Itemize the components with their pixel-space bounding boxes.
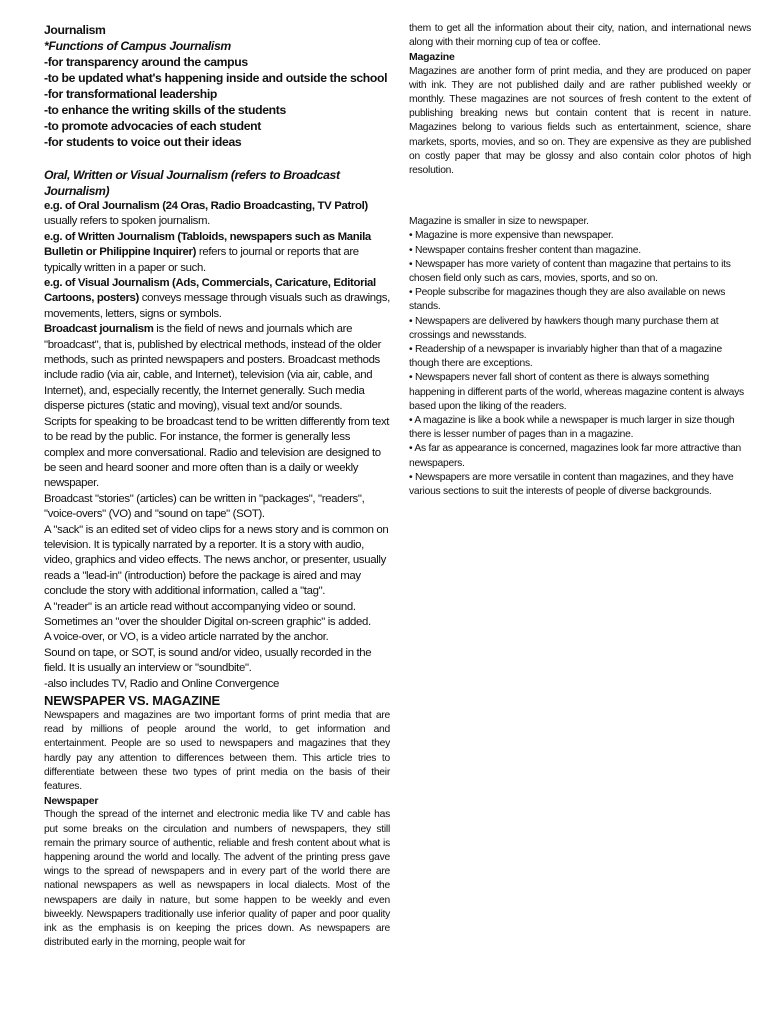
scripts-paragraph: Scripts for speaking to be broadcast tend to be written differently from text to be read by the public. For instance, the former is generally less complex and more conversational. Radio and television are designed to be seen and heard sooner and more often than is a daily or weekly newspaper.: [44, 415, 390, 490]
function-item: -for transformational leadership: [44, 87, 217, 101]
comparison-list: [409, 229, 751, 499]
journalism-heading: Journalism: [44, 23, 106, 37]
list-item: • Newspapers are delivered by hawkers though many purchase them at crossings and newsstands.: [409, 315, 719, 341]
newspaper-continuation-paragraph: them to get all the information about their city, nation, and international news along with their morning cup of tea or coffee.: [409, 23, 751, 49]
function-item: -to be updated what's happening inside and outside the school: [44, 71, 388, 85]
convergence-paragraph: -also includes TV, Radio and Online Convergence: [44, 677, 279, 690]
newspaper-paragraph: Though the spread of the internet and electronic media like TV and cable has put some breaks on the circulation and numbers of newspapers, they still remain the primary source of authentic, reliable and fresh content about what is happening around the world and locally. The advent of the printing press gave wings to the spread of newspapers and in every part of the world there are national newspapers as well as newspapers in local dialects. Most of the newspapers are daily in nature, but some happen to be weekly and even biweekly. Newspapers traditionally use inferior quality of paper and poor quality ink as the emphasis is on keeping the prices down. As newspapers are distributed early in the morning, people wait for: [44, 809, 390, 949]
oral-journalism-paragraph: [44, 199, 390, 230]
list-item: • People subscribe for magazines though they are also available on news stands.: [409, 287, 726, 313]
spacer: [44, 150, 390, 167]
oral-journalism-text: usually refers to spoken journalism.: [44, 215, 210, 228]
reader-paragraph: A "reader" is an article read without accompanying video or sound. Sometimes an "over the shoulder Digital on-screen graphic" is added.: [44, 600, 371, 628]
oral-journalism-lead: e.g. of Oral Journalism (24 Oras, Radio Broadcasting, TV Patrol): [44, 200, 368, 212]
function-item: -for students to voice out their ideas: [44, 135, 242, 149]
written-journalism-lead: e.g. of Written Journalism (Tabloids, newspapers such as Manila Bulletin or Philippine Inquirer): [44, 230, 371, 259]
sack-paragraph: A "sack" is an edited set of video clips for a news story and is common on television. It is typically narrated by a reporter. It is a story with audio, video, graphics and video effects. The news anchor, or presenter, usually reads a "lead-in" (introduction) before the package is aired and may conclude the story with additional information, called a "tag".: [44, 523, 389, 598]
stories-paragraph: Broadcast "stories" (articles) can be written in "packages", "readers", "voice-overs" (VO) and "sound on tape" (SOT).: [44, 492, 365, 521]
broadcast-journalism-text: is the field of news and journals which are "broadcast", that is, published by electrical methods, instead of the older methods, such as printed newspapers and posters. Broadcast methods include radio (via air, cable, and Internet), television (via air, cable, and Internet), and, especially recently, the Internet generally. Such media disperse pictures (static and moving), visual text and/or sounds.: [44, 323, 382, 413]
visual-journalism-paragraph: [44, 276, 390, 322]
sot-paragraph: Sound on tape, or SOT, is sound and/or video, usually recorded in the field. It is usually an interview or "soundbite".: [44, 646, 372, 675]
list-item: • Newspaper contains fresher content than magazine.: [409, 244, 641, 256]
list-item: • As far as appearance is concerned, magazines look far more attractive than newspapers.: [409, 443, 742, 469]
broadcast-journalism-lead: Broadcast journalism: [44, 323, 154, 336]
nvm-intro-paragraph: Newspapers and magazines are two important forms of print media that are read by millions of people around the world, to get information and entertainment. People are so used to newspapers and magazines that they hardly pay any attention to differences between them. This article tries to differentiate between these two types of print media on the basis of their features.: [44, 710, 390, 793]
voiceover-paragraph: A voice-over, or VO, is a video article narrated by the anchor.: [44, 631, 329, 644]
right-column: [409, 22, 751, 499]
broadcast-journalism-paragraph: [44, 322, 390, 414]
list-item: • Magazine is more expensive than newspaper.: [409, 230, 614, 242]
journalism-types-heading: Oral, Written or Visual Journalism (refers to Broadcast Journalism): [44, 168, 340, 198]
list-item: • Readership of a newspaper is invariably higher than that of a magazine though there are exceptions.: [409, 344, 723, 370]
written-journalism-paragraph: [44, 230, 390, 276]
function-item: -to enhance the writing skills of the students: [44, 103, 286, 117]
written-journalism-text: refers to journal or reports that are typically written in a paper or such.: [44, 246, 359, 274]
newspaper-heading: Newspaper: [44, 795, 99, 808]
list-item: • A magazine is like a book while a newspaper is much larger in size though there is lesser number of pages than in a magazine.: [409, 415, 735, 441]
left-column: [44, 22, 390, 950]
function-item: -for transparency around the campus: [44, 55, 248, 69]
list-item: • Newspapers are more versatile in content than magazines, and they have various sections to suit the interests of people of diverse backgrounds.: [409, 471, 734, 498]
comparison-intro: Magazine is smaller in size to newspaper.: [409, 216, 589, 228]
functions-heading: *Functions of Campus Journalism: [44, 39, 231, 53]
newspaper-vs-magazine-heading: NEWSPAPER VS. MAGAZINE: [44, 693, 220, 708]
magazine-paragraph: Magazines are another form of print media, and they are produced on paper with ink. They are not published daily and are rather published weekly or monthly. These magazines are not sources of fresh content to the extent of publishing breaking news but contain content that is recent in nature. Magazines belong to various fields such as entertainment, science, share markets, sports, movies, and so on. They are expensive as they are published on costly paper that may be glossy and also contain color photos of high resolution.: [409, 65, 751, 177]
magazine-heading: Magazine: [409, 51, 455, 64]
list-item: • Newspapers never fall short of content as there is always something happening in different parts of the world, whereas magazine content is always based upon the liking of the readers.: [409, 372, 744, 412]
visual-journalism-lead: e.g. of Visual Journalism (Ads, Commercials, Caricature, Editorial Cartoons, posters): [44, 277, 376, 305]
function-item: -to promote advocacies of each student: [44, 119, 261, 133]
visual-journalism-text: conveys message through visuals such as drawings, movements, letters, signs or symbols.: [44, 292, 390, 320]
list-item: • Newspaper has more variety of content than magazine that pertains to its chosen field only such as cars, movies, sports, and so on.: [409, 258, 731, 285]
